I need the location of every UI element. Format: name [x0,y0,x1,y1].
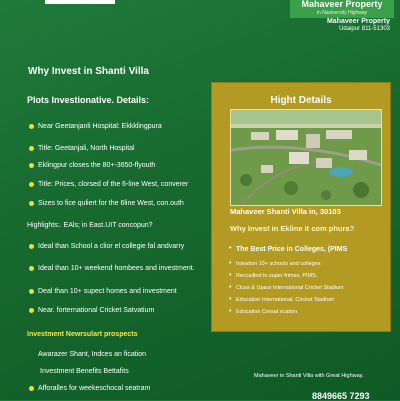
page-title: Why Invest in Shanti Villa [28,66,149,77]
plots-heading: Plots Investionative. Details: [27,95,150,105]
company-name: Mahaveer Property [326,18,390,25]
plot-item: Title: Geetanjali, North Hospital [38,145,135,152]
highlight-item: Ideal than School a clior el collegie fal andvarry [38,243,185,250]
brand-tagline: in Nasiversity Highway [316,10,368,16]
top-white-bar [45,0,115,4]
panel-question: Why Invest in Ekline it com phura? [230,224,355,233]
prospect-item: Awarazer Shant, Indces an fication [38,351,147,358]
highlight-item: Deal than 10+ supect homes and investment [38,288,177,295]
brand-name: Mahaveer Property [301,0,383,9]
plot-item: Near Geetanjanli Hospital: Ekkklingpura [38,123,162,130]
panel-item: • Inteation 10+ schools and colleges [236,261,321,267]
panel-item: • Education Cresat scation [236,309,297,315]
plot-item: Title: Prices, clorsed of the 6-line West, converer [38,181,189,188]
brand-logo-box [290,0,394,18]
prospect-item: Afforalles for weekeschocal seatram [38,385,151,392]
highlight-details-panel [211,82,391,332]
panel-title: Hight Details [270,95,332,106]
plot-item: Eklingpur closes the 80+-3650-flyouth [38,162,156,169]
highlight-item: Ideal than 10+ weekend hombees and investment. [38,265,195,272]
panel-best-price: • The Best Price in Colleges, (PIMS [236,246,347,253]
company-phone: Udaipur 811-51303 [339,26,390,32]
highlights-label: Highlights:. EAls; in East.UIT concopun? [27,222,153,229]
panel-item: • Cluss & Upaur International Cricket Stadium [236,285,344,291]
highlight-item: Near. forternational Cricket Satvatium [38,307,155,314]
footer-phone: 8849665 7293 [312,391,370,401]
panel-item: • Reccailled to super frimes, PIMS. [236,273,317,279]
panel-caption: Mahaveer Shanti Villa in, 30103 [230,207,341,216]
plot-item: Sizes to fice quliert for the 6line West, con.outh [38,200,184,207]
prospects-heading: Investment Newrsulart prospects [27,331,138,338]
panel-item: • Education International, Cricket Stadium [236,297,334,303]
aerial-campus-photo [230,109,382,206]
aerial-campus-illustration [231,110,381,205]
footer-tagline: Mahaveer in Shanti Villa with Great Highway. [254,373,364,379]
prospect-item: Investment Benefits Bettafits [40,368,129,375]
